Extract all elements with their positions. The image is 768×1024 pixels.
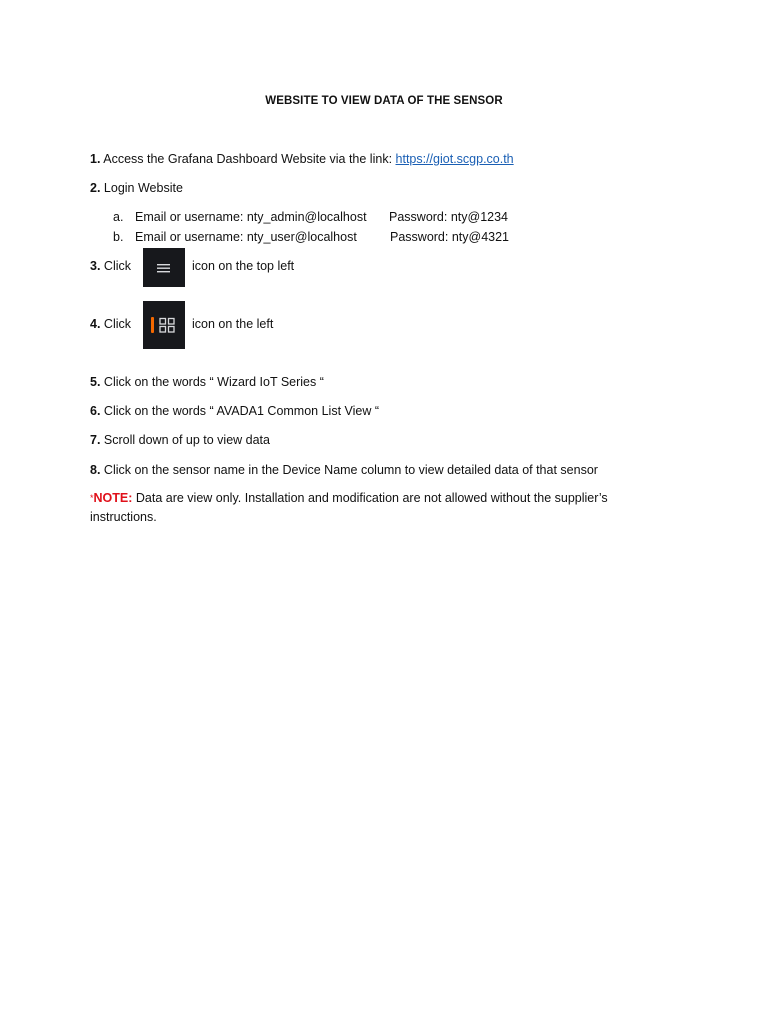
note-paragraph xyxy=(90,489,650,527)
username-text: Email or username: nty_user@localhost xyxy=(135,230,357,244)
list-letter: b. xyxy=(113,230,124,244)
step-2 xyxy=(90,181,183,196)
step-number: 1. xyxy=(90,152,101,166)
account-a xyxy=(113,210,509,225)
note-label: NOTE: xyxy=(93,491,133,505)
step-4 xyxy=(90,317,131,332)
step-number: 5. xyxy=(90,375,101,389)
note-asterisk: * xyxy=(90,493,94,503)
grafana-link[interactable]: https://giot.scgp.co.th xyxy=(395,152,514,166)
step-7 xyxy=(90,433,270,448)
step-3-suffix: icon on the top left xyxy=(192,259,295,273)
step-number: 4. xyxy=(90,317,101,331)
step-3 xyxy=(90,259,131,274)
step-number: 7. xyxy=(90,433,101,447)
account-b xyxy=(113,230,510,245)
hamburger-menu-icon xyxy=(156,262,172,274)
step-number: 3. xyxy=(90,259,101,273)
step-text: Click xyxy=(103,259,132,273)
step-1 xyxy=(90,152,514,167)
step-4-suffix: icon on the left xyxy=(192,317,274,331)
step-6 xyxy=(90,404,379,419)
step-text: Click xyxy=(103,317,132,331)
step-number: 2. xyxy=(90,181,101,195)
step-text: Login Website xyxy=(103,181,183,195)
step-number: 6. xyxy=(90,404,101,418)
step-8 xyxy=(90,463,598,478)
step-text: Click on the words “ AVADA1 Common List View “ xyxy=(103,404,380,418)
password-text: Password: nty@4321 xyxy=(390,230,510,244)
username-text: Email or username: nty_admin@localhost xyxy=(135,210,367,224)
password-text: Password: nty@1234 xyxy=(389,210,509,224)
document-title: WEBSITE TO VIEW DATA OF THE SENSOR xyxy=(265,95,503,107)
step-text: Access the Grafana Dashboard Website via the link: xyxy=(103,152,396,166)
step-text: Click on the words “ Wizard IoT Series “ xyxy=(103,375,324,389)
dashboards-grid-icon xyxy=(148,314,180,336)
step-5 xyxy=(90,375,324,390)
hamburger-menu-icon xyxy=(143,248,185,287)
step-text: Scroll down of up to view data xyxy=(103,433,270,447)
step-number: 8. xyxy=(90,463,101,477)
note-text: Data are view only. Installation and modification are not allowed without the supplier’s instructions. xyxy=(90,491,608,524)
list-letter: a. xyxy=(113,210,124,224)
dashboards-grid-icon xyxy=(143,301,185,349)
step-text: Click on the sensor name in the Device Name column to view detailed data of that sensor xyxy=(103,463,598,477)
